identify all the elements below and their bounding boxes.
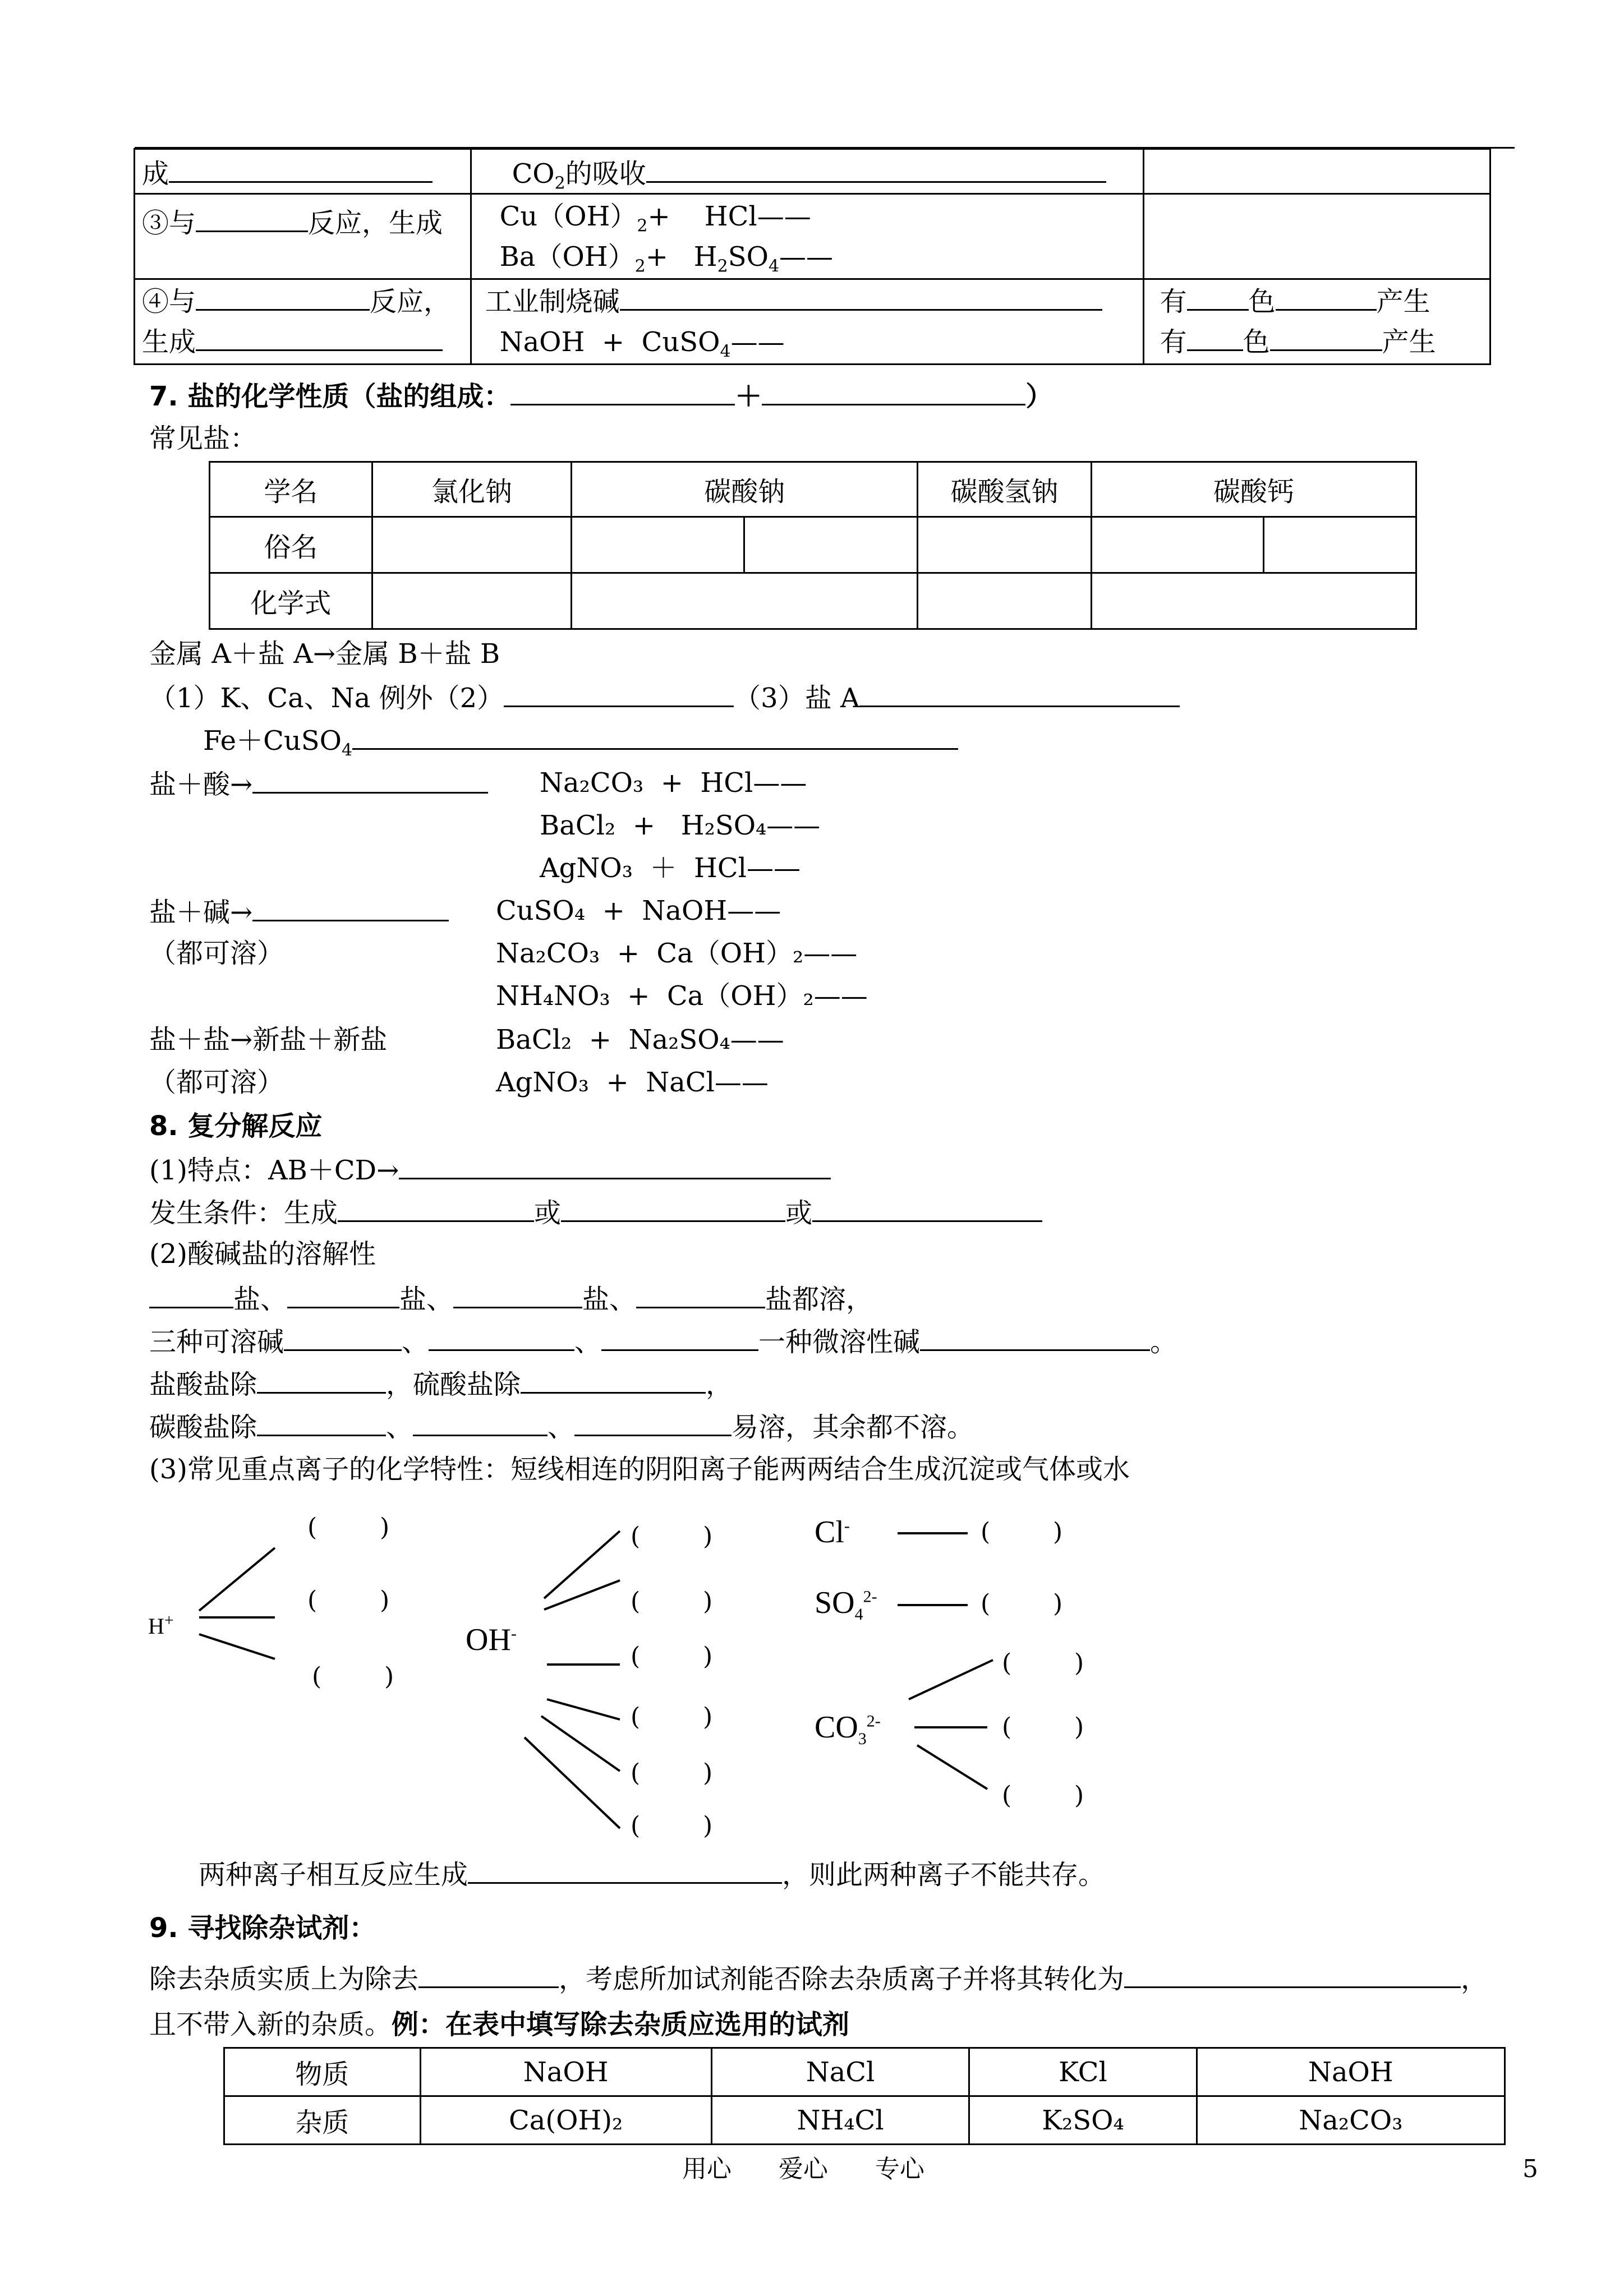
- impurity-2: NH₄Cl: [711, 2096, 969, 2145]
- chloride-sulfate-line: 盐酸盐除 ，硫酸盐除 ，: [149, 1369, 733, 1400]
- co3-blank-3: ( ): [1002, 1781, 1084, 1810]
- cl-ion: Cl-: [815, 1515, 850, 1550]
- impurity-4: Na₂CO₃: [1197, 2096, 1505, 2145]
- soluble-salts-line: 盐、 盐、 盐、 盐都溶，: [149, 1284, 873, 1313]
- common-salts-label: 常见盐：: [149, 423, 257, 454]
- solubility-title: (2)酸碱盐的溶解性: [149, 1238, 376, 1270]
- fe-cuso4-line: Fe＋CuSO$_4$: [203, 726, 958, 754]
- double-decomp-feature: (1)特点：AB＋CD→: [149, 1155, 831, 1184]
- cell-r3c3: 有 色 产生 有 色 产生: [1143, 279, 1490, 365]
- salt-base-soluble: （都可溶）: [149, 938, 284, 969]
- salt-salt-label: 盐＋盐→新盐＋新盐: [149, 1024, 388, 1055]
- salt-acid-eq1: Na₂CO₃ + HCl——: [540, 767, 807, 799]
- h-ion: H+: [148, 1611, 174, 1639]
- cell-r1c1: 成: [135, 149, 471, 194]
- h-line-3: [199, 1634, 275, 1659]
- cl-blank: ( ): [981, 1518, 1063, 1546]
- cell-r3c1: ④与 反应， 生成: [135, 279, 471, 365]
- oh-line-4: [547, 1699, 620, 1719]
- impurity-label: 杂质: [224, 2096, 421, 2145]
- salt-acid-label: 盐＋酸→: [149, 769, 488, 798]
- cell-r2c2: $Cu(OH)_2+$ HCl—— $Ba(OH)_2+$ $H_2SO_4——$: [471, 194, 1143, 279]
- h-blank-1: ( ): [307, 1513, 390, 1542]
- salt-salt-eq1: BaCl₂ + Na₂SO₄——: [496, 1024, 784, 1055]
- cell-r3c2: 工业制烧碱 NaOH + CuSO$_4$——: [471, 279, 1143, 365]
- salt-base-eq1: CuSO₄ + NaOH——: [496, 895, 781, 926]
- cell-r1c3: [1143, 149, 1490, 194]
- cell-r2c3: [1143, 194, 1490, 279]
- row-formula-label: 化学式: [210, 573, 372, 629]
- impurity-3: K₂SO₄: [969, 2096, 1197, 2145]
- h-blank-3: ( ): [312, 1662, 394, 1691]
- page-number: 5: [1522, 2155, 1538, 2183]
- oh-ion: OH-: [466, 1622, 517, 1657]
- co3-line-1: [909, 1660, 993, 1699]
- substance-1: NaOH: [420, 2048, 711, 2096]
- co3-line-3: [917, 1745, 987, 1789]
- impurity-table: [223, 2047, 1506, 2145]
- oh-line-5: [541, 1716, 620, 1771]
- oh-blank-1: ( ): [631, 1522, 713, 1551]
- salt-base-eq2: Na₂CO₃ + Ca（OH）₂——: [496, 938, 858, 969]
- salt-base-eq3: NH₄NO₃ + Ca（OH）₂——: [496, 980, 868, 1012]
- oh-blank-2: ( ): [631, 1587, 713, 1616]
- substance-3: KCl: [969, 2048, 1197, 2096]
- co3-blank-2: ( ): [1002, 1713, 1084, 1741]
- header-nacl: 氯化钠: [372, 462, 572, 517]
- salt-base-label: 盐＋碱→: [149, 897, 449, 926]
- salt-acid-eq2: BaCl₂ + H₂SO₄——: [540, 810, 821, 841]
- salt-acid-eq3: AgNO₃ ＋ HCl——: [540, 852, 801, 884]
- impurity-1: Ca(OH)₂: [420, 2096, 711, 2145]
- header-name: 学名: [210, 462, 372, 517]
- h-line-1: [199, 1548, 275, 1611]
- ions-title: (3)常见重点离子的化学特性：短线相连的阴阳离子能两两结合生成沉淀或气体或水: [149, 1454, 1130, 1485]
- common-salts-table: [209, 461, 1417, 630]
- section-8-title: 8. 复分解反应: [149, 1110, 323, 1142]
- h-blank-2: ( ): [307, 1586, 390, 1615]
- metal-salt-rule: 金属 A＋盐 A→金属 B＋盐 B: [149, 638, 500, 670]
- co3-ion: $CO_3^{2-}$: [815, 1710, 881, 1749]
- alkali-properties-table: [134, 148, 1491, 365]
- header-na2co3: 碳酸钠: [572, 462, 918, 517]
- oh-blank-4: ( ): [631, 1703, 713, 1731]
- salt-salt-eq2: AgNO₃ + NaCl——: [496, 1067, 769, 1098]
- oh-blank-6: ( ): [631, 1811, 713, 1840]
- substance-2: NaCl: [711, 2048, 969, 2096]
- row-common-name-label: 俗名: [210, 517, 372, 573]
- section-9-title: 9. 寻找除杂试剂：: [149, 1912, 376, 1944]
- metal-salt-conditions: （1）K、Ca、Na 例外（2） （3）盐 A: [149, 683, 1180, 712]
- substance-4: NaOH: [1197, 2048, 1505, 2096]
- substance-label: 物质: [224, 2048, 421, 2096]
- cell-r2c1: ③与 反应，生成: [135, 194, 471, 279]
- oh-line-6: [525, 1737, 620, 1828]
- oh-line-2: [544, 1580, 620, 1610]
- coexist-line: 两种离子相互反应生成 ，则此两种离子不能共存。: [199, 1859, 1106, 1891]
- impurity-line-2: 且不带入新的杂质。例：在表中填写除去杂质应选用的试剂: [149, 2009, 850, 2040]
- so4-ion: $SO_4^{2-}$: [815, 1585, 877, 1624]
- section-7-title: 7. 盐的化学性质（盐的组成： ＋ ）: [149, 381, 1053, 412]
- oh-blank-3: ( ): [631, 1642, 713, 1671]
- oh-line-1: [544, 1531, 620, 1598]
- salt-salt-soluble: （都可溶）: [149, 1067, 284, 1098]
- reaction-conditions: 发生条件：生成 或 或: [149, 1198, 1042, 1227]
- co3-blank-1: ( ): [1002, 1649, 1084, 1677]
- so4-blank: ( ): [981, 1589, 1063, 1618]
- impurity-line-1: 除去杂质实质上为除去 ，考虑所加试剂能否除去杂质离子并将其转化为 ，: [149, 1963, 1488, 1995]
- soluble-bases-line: 三种可溶碱 、 、 一种微溶性碱 。: [149, 1326, 1177, 1358]
- carbonate-line: 碳酸盐除 、 、 易溶，其余都不溶。: [149, 1412, 974, 1443]
- header-nahco3: 碳酸氢钠: [918, 462, 1092, 517]
- cell-r1c2: $CO_2$的吸收: [471, 149, 1143, 194]
- header-caco3: 碳酸钙: [1091, 462, 1416, 517]
- footer-text: 用心 爱心 专心: [682, 2155, 924, 2183]
- oh-blank-5: ( ): [631, 1759, 713, 1787]
